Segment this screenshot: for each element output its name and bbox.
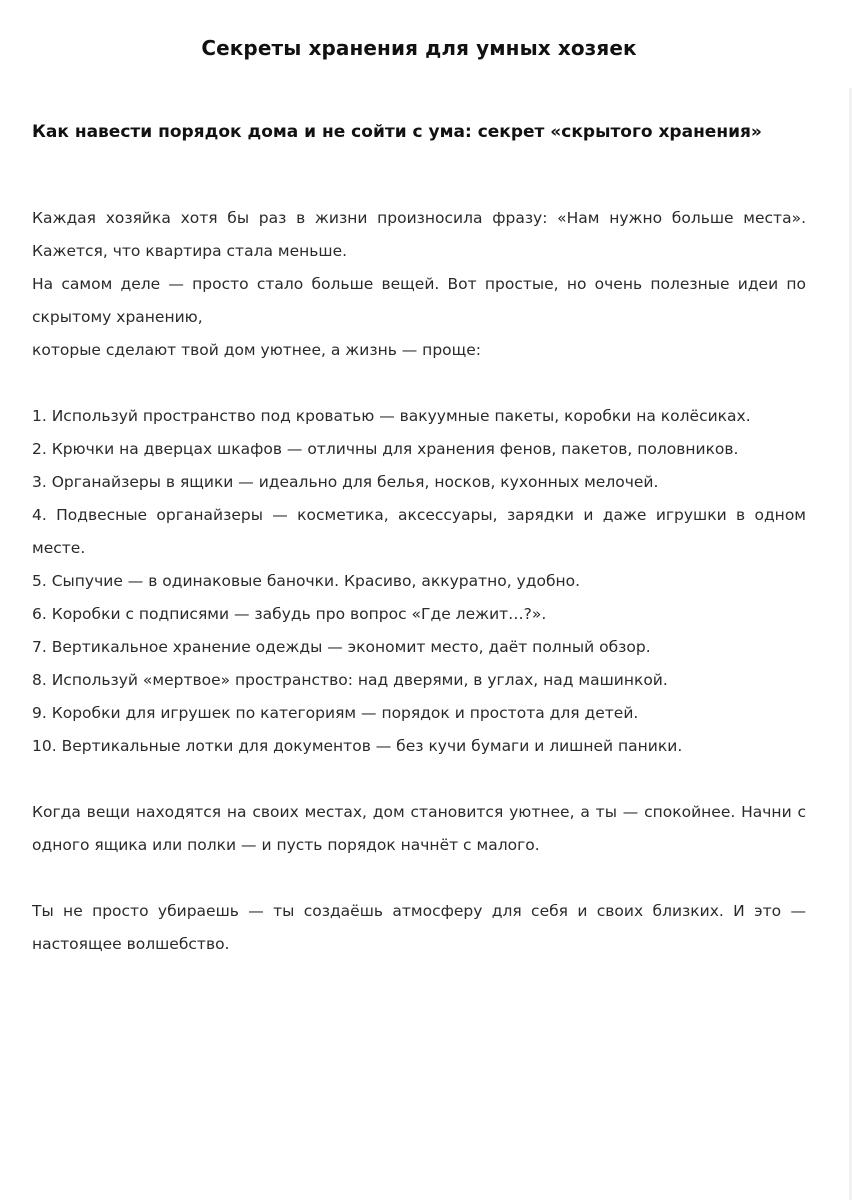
conclusion-paragraph-2: Ты не просто убираешь — ты создаёшь атмосферу для себя и своих близких. И это — настоящее волшебство. [32, 902, 806, 953]
intro-paragraph-1: Каждая хозяйка хотя бы раз в жизни произносила фразу: «Нам нужно больше места». Кажется, что квартира стала меньше. [32, 209, 806, 260]
list-item: 4. Подвесные органайзеры — косметика, аксессуары, зарядки и даже игрушки в одном месте. [32, 506, 806, 557]
list-item: 1. Используй пространство под кроватью — вакуумные пакеты, коробки на колёсиках. [32, 407, 751, 425]
spacer [32, 367, 806, 400]
document-subtitle: Как навести порядок дома и не сойти с ума: секрет «скрытого хранения» [32, 122, 762, 142]
document-title: Секреты хранения для умных хозяек [201, 36, 637, 60]
list-item: 6. Коробки с подписями — забудь про вопрос «Где лежит…?». [32, 605, 547, 623]
intro-paragraph-2: На самом деле — просто стало больше вещей. Вот простые, но очень полезные идеи по скрытому хранению, [32, 275, 806, 326]
spacer [32, 862, 806, 895]
conclusion-paragraph-1: Когда вещи находятся на своих местах, дом становится уютнее, а ты — спокойнее. Начни с одного ящика или полки — и пусть порядок начнёт с малого. [32, 803, 806, 854]
list-item: 2. Крючки на дверцах шкафов — отличны для хранения фенов, пакетов, половников. [32, 440, 739, 458]
list-item: 3. Органайзеры в ящики — идеально для белья, носков, кухонных мелочей. [32, 473, 659, 491]
tips-list [32, 400, 806, 763]
list-item: 10. Вертикальные лотки для документов — без кучи бумаги и лишней паники. [32, 737, 683, 755]
list-item: 9. Коробки для игрушек по категориям — порядок и простота для детей. [32, 704, 639, 722]
spacer [32, 763, 806, 796]
document-body [32, 202, 806, 961]
intro-paragraph-3: которые сделают твой дом уютнее, а жизнь — проще: [32, 341, 482, 359]
list-item: 7. Вертикальное хранение одежды — экономит место, даёт полный обзор. [32, 638, 651, 656]
list-item: 8. Используй «мертвое» пространство: над дверями, в углах, над машинкой. [32, 671, 668, 689]
list-item: 5. Сыпучие — в одинаковые баночки. Красиво, аккуратно, удобно. [32, 572, 581, 590]
